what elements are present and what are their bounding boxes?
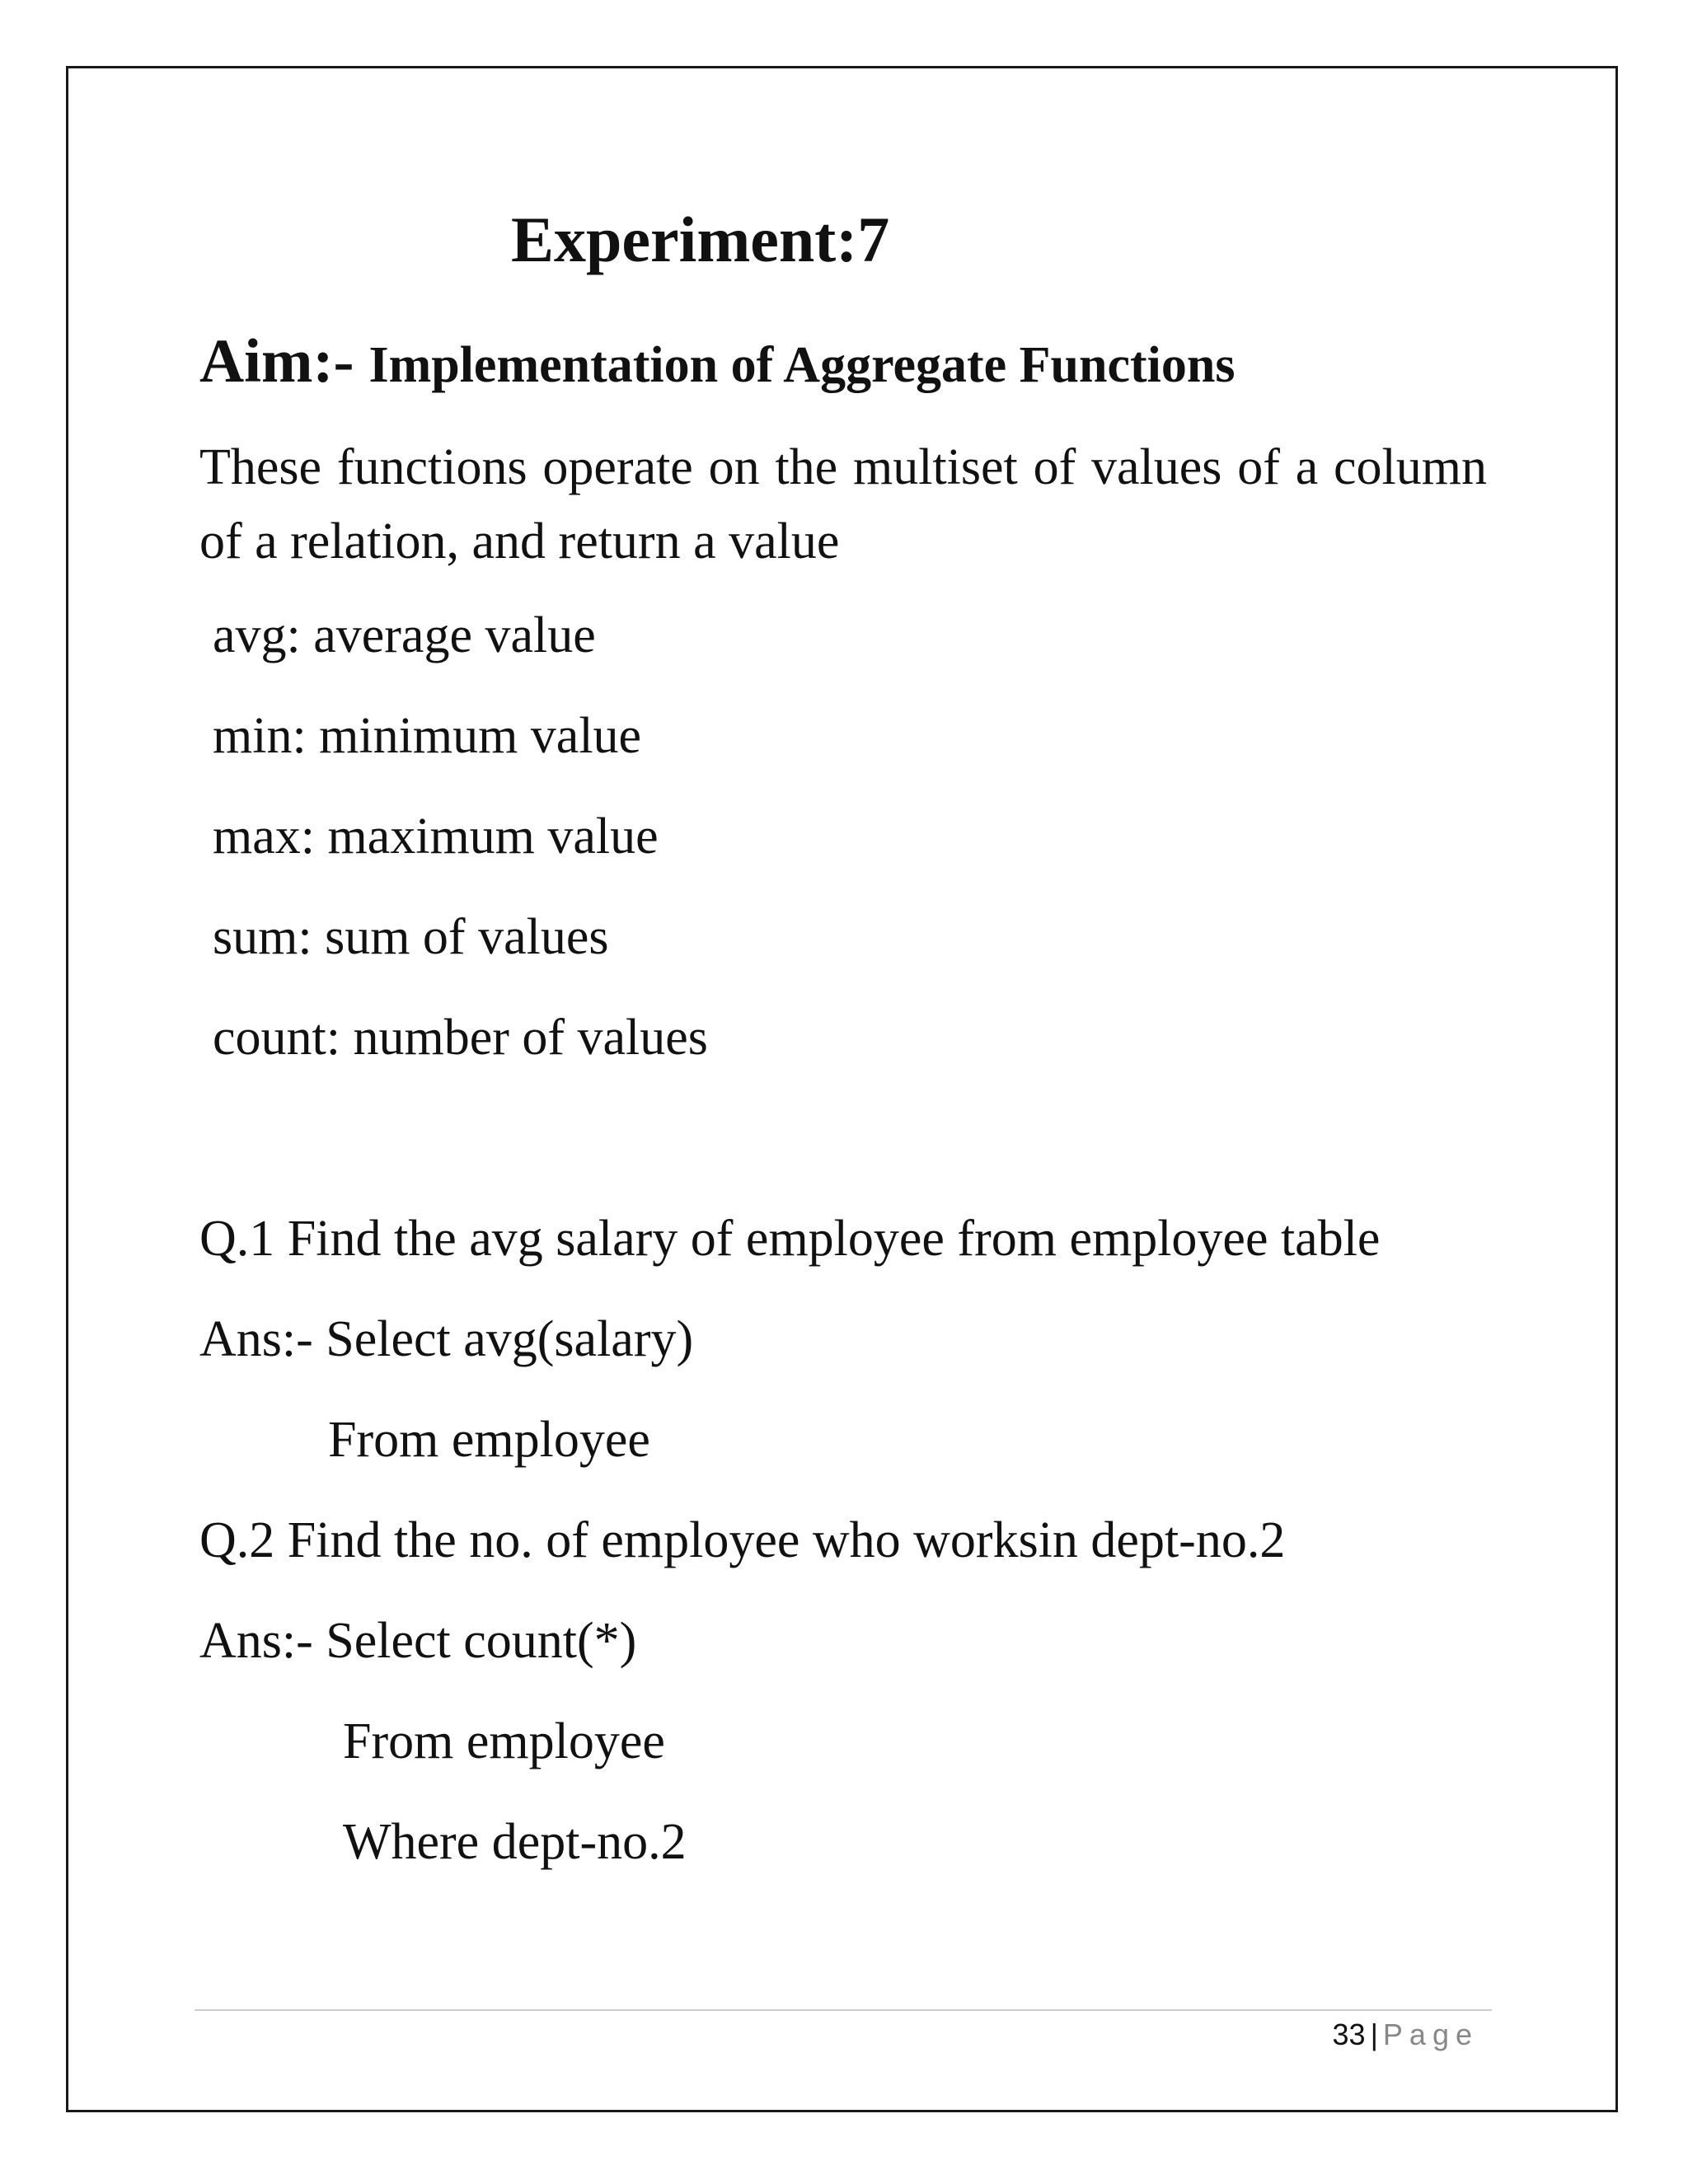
function-item-min: min: minimum value bbox=[213, 708, 642, 764]
answer-1-line: From employee bbox=[328, 1412, 650, 1468]
question-2: Q.2 Find the no. of employee who worksin dept-no.2 bbox=[199, 1512, 1286, 1568]
answer-2-line: Where dept-no.2 bbox=[343, 1814, 687, 1870]
answer-2-label: Ans:- Select count(*) bbox=[199, 1613, 637, 1669]
answer-2-line: From employee bbox=[343, 1713, 665, 1769]
footer-separator: | bbox=[1370, 2018, 1378, 2051]
page-title: Experiment:7 bbox=[511, 204, 890, 275]
footer-divider bbox=[195, 2009, 1492, 2011]
answer-1-label: Ans:- Select avg(salary) bbox=[199, 1311, 694, 1367]
function-item-max: max: maximum value bbox=[213, 808, 659, 865]
aim-label: Aim:- bbox=[199, 327, 354, 396]
function-item-sum: sum: sum of values bbox=[213, 909, 609, 965]
page-number: 33 bbox=[1332, 2018, 1366, 2051]
page-footer bbox=[1236, 2018, 1479, 2052]
function-item-count: count: number of values bbox=[213, 1010, 708, 1066]
intro-paragraph: These functions operate on the multiset of values of a column of a relation, and return a value bbox=[199, 439, 1487, 569]
function-item-avg: avg: average value bbox=[213, 607, 596, 663]
page-word: Page bbox=[1382, 2018, 1479, 2051]
aim-text: Implementation of Aggregate Functions bbox=[368, 337, 1236, 393]
aim-line bbox=[199, 326, 1236, 397]
question-1: Q.1 Find the avg salary of employee from employee table bbox=[199, 1211, 1381, 1267]
